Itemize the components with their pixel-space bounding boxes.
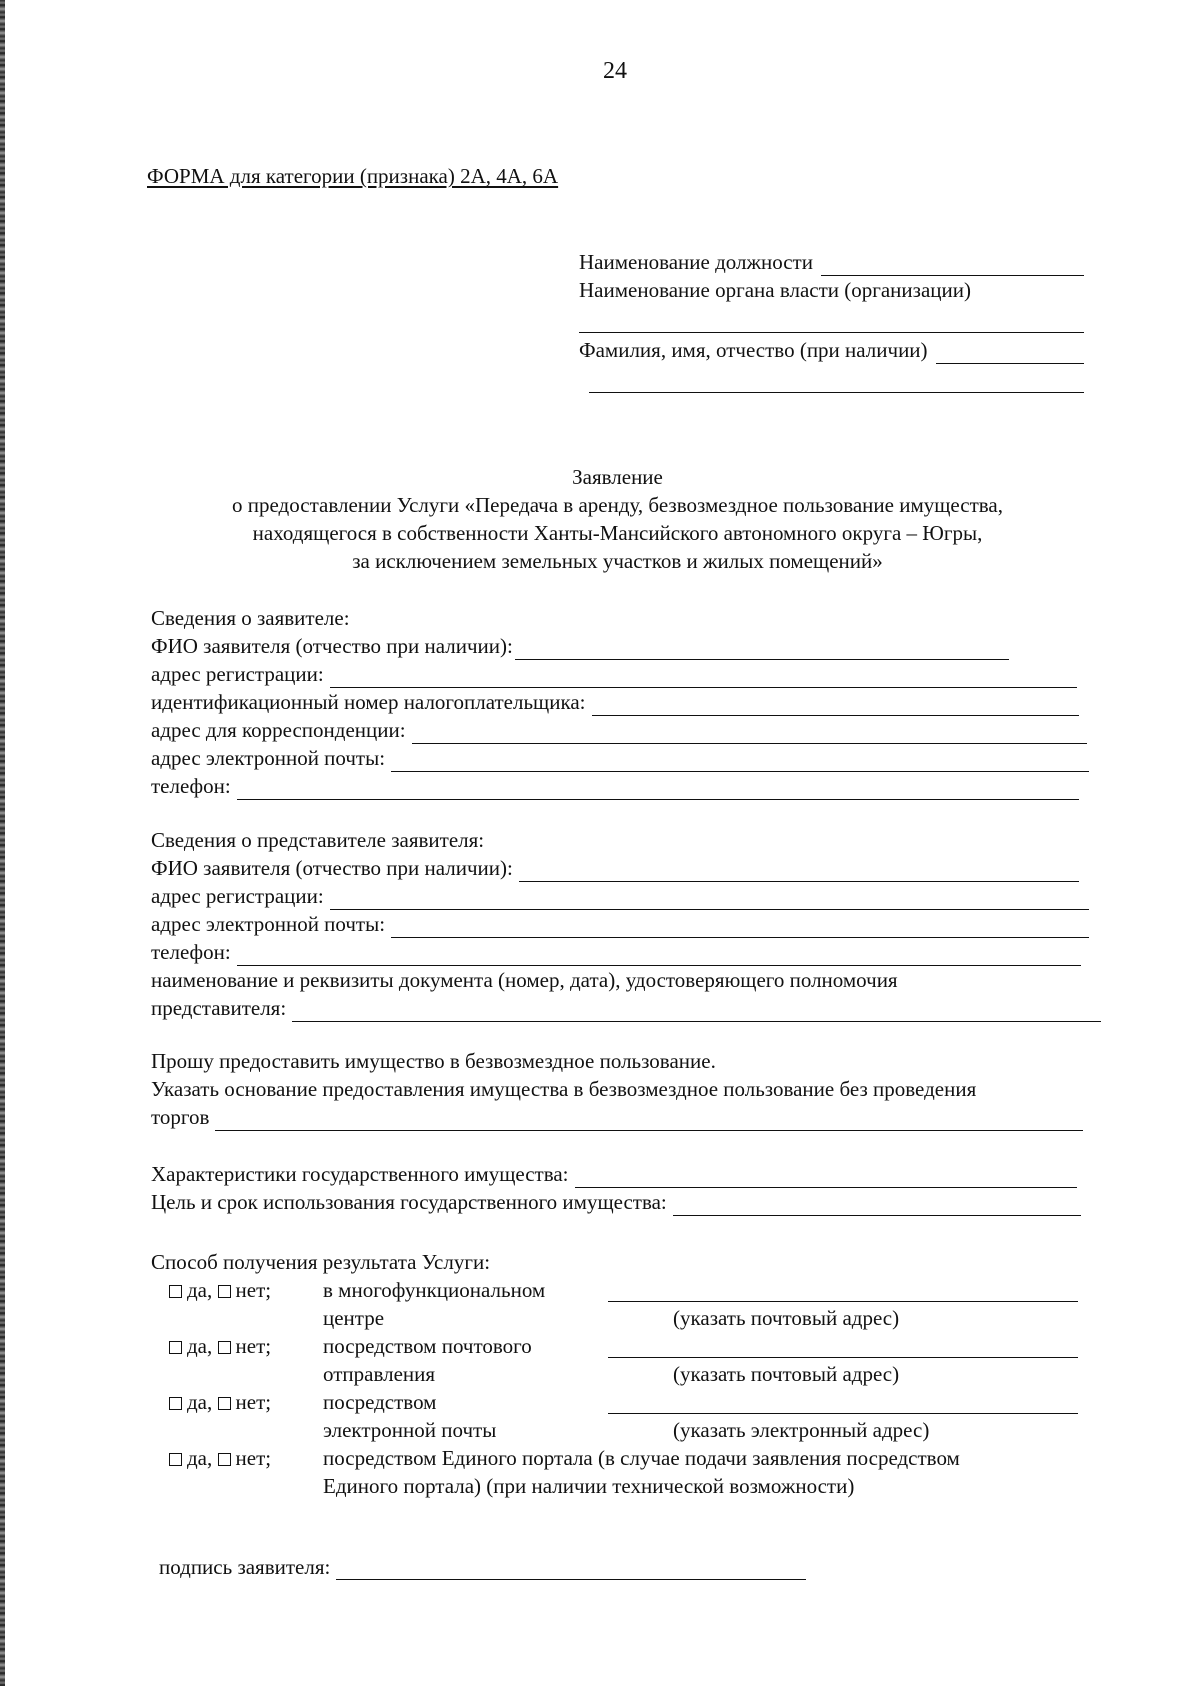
method-post-desc-1: посредством почтового bbox=[323, 1334, 532, 1358]
method-mfc-row bbox=[151, 1276, 1089, 1332]
method-mfc-desc-2: центре bbox=[323, 1306, 385, 1330]
applicant-reg-label: адрес регистрации: bbox=[151, 662, 324, 686]
representative-email-label: адрес электронной почты: bbox=[151, 912, 386, 936]
addressee-block bbox=[579, 248, 1084, 393]
no-label: нет; bbox=[235, 1278, 272, 1302]
applicant-section bbox=[151, 604, 1089, 800]
fio-label: Фамилия, имя, отчество (при наличии) bbox=[579, 338, 928, 362]
delivery-methods-section bbox=[151, 1248, 1089, 1500]
applicant-inn-field[interactable] bbox=[592, 695, 1079, 716]
method-post-row bbox=[151, 1332, 1089, 1388]
page-number: 24 bbox=[603, 58, 627, 84]
method-portal-row bbox=[151, 1444, 1089, 1500]
yes-label: да, bbox=[187, 1446, 213, 1470]
method-post-no-checkbox[interactable] bbox=[218, 1341, 231, 1354]
title-line-1: о предоставлении Услуги «Передача в аренду, безвозмездное пользование имущества, bbox=[232, 493, 1003, 517]
title-line-2: находящегося в собственности Ханты-Мансийского автономного округа – Югры, bbox=[252, 521, 983, 545]
method-portal-yes-checkbox[interactable] bbox=[169, 1453, 182, 1466]
no-label: нет; bbox=[235, 1390, 272, 1414]
applicant-reg-field[interactable] bbox=[330, 667, 1077, 688]
representative-fio-field[interactable] bbox=[519, 861, 1079, 882]
method-email-desc-2: электронной почты bbox=[323, 1418, 497, 1442]
signature-row bbox=[159, 1552, 806, 1580]
no-label: нет; bbox=[235, 1446, 272, 1470]
title-heading: Заявление bbox=[572, 465, 663, 489]
representative-doc-field[interactable] bbox=[292, 1001, 1101, 1022]
property-section bbox=[151, 1160, 1089, 1216]
method-email-no-checkbox[interactable] bbox=[218, 1397, 231, 1410]
request-section bbox=[151, 1047, 1089, 1131]
request-line-1: Прошу предоставить имущество в безвозмездное пользование. bbox=[151, 1049, 716, 1073]
methods-heading: Способ получения результата Услуги: bbox=[151, 1250, 491, 1274]
organ-field[interactable] bbox=[579, 304, 1084, 333]
method-portal-desc-2: Единого портала) (при наличии технической возможности) bbox=[323, 1474, 855, 1498]
method-post-desc-2: отправления bbox=[323, 1362, 436, 1386]
form-header: ФОРМА для категории (признака) 2А, 4А, 6А bbox=[147, 164, 559, 188]
application-title bbox=[150, 463, 1085, 575]
representative-doc-label: представителя: bbox=[151, 996, 287, 1020]
method-mfc-address-field[interactable] bbox=[608, 1301, 1078, 1302]
method-mfc-desc-1: в многофункциональном bbox=[323, 1278, 546, 1302]
representative-section bbox=[151, 826, 1089, 1022]
applicant-corr-label: адрес для корреспонденции: bbox=[151, 718, 406, 742]
yes-label: да, bbox=[187, 1278, 213, 1302]
fio-field-continued[interactable] bbox=[589, 364, 1084, 393]
fio-field[interactable] bbox=[936, 343, 1084, 364]
method-email-yes-checkbox[interactable] bbox=[169, 1397, 182, 1410]
method-post-address-field[interactable] bbox=[608, 1357, 1078, 1358]
method-mfc-no-checkbox[interactable] bbox=[218, 1285, 231, 1298]
fio-row bbox=[579, 336, 1084, 364]
organ-label: Наименование органа власти (организации) bbox=[579, 278, 971, 302]
scan-edge bbox=[0, 0, 5, 1686]
representative-fio-label: ФИО заявителя (отчество при наличии): bbox=[151, 856, 513, 880]
yes-label: да, bbox=[187, 1334, 213, 1358]
method-post-yes-checkbox[interactable] bbox=[169, 1341, 182, 1354]
representative-email-field[interactable] bbox=[391, 917, 1089, 938]
representative-phone-field[interactable] bbox=[237, 945, 1081, 966]
signature-field[interactable] bbox=[336, 1559, 806, 1580]
method-email-hint: (указать электронный адрес) bbox=[673, 1418, 930, 1442]
representative-reg-label: адрес регистрации: bbox=[151, 884, 324, 908]
method-email-address-field[interactable] bbox=[608, 1413, 1078, 1414]
applicant-fio-field[interactable] bbox=[515, 639, 1009, 660]
property-purpose-label: Цель и срок использования государственного имущества: bbox=[151, 1190, 667, 1214]
applicant-inn-label: идентификационный номер налогоплательщика: bbox=[151, 690, 586, 714]
request-line-3: торгов bbox=[151, 1105, 210, 1129]
yes-label: да, bbox=[187, 1390, 213, 1414]
position-label: Наименование должности bbox=[579, 250, 813, 274]
applicant-corr-field[interactable] bbox=[412, 723, 1087, 744]
request-line-2: Указать основание предоставления имущества в безвозмездное пользование без проведения bbox=[151, 1077, 977, 1101]
method-mfc-hint: (указать почтовый адрес) bbox=[673, 1306, 900, 1330]
representative-reg-field[interactable] bbox=[330, 889, 1089, 910]
title-line-3: за исключением земельных участков и жилых помещений» bbox=[352, 549, 883, 573]
applicant-phone-field[interactable] bbox=[237, 779, 1079, 800]
method-email-desc-1: посредством bbox=[323, 1390, 437, 1414]
method-portal-desc-1: посредством Единого портала (в случае подачи заявления посредством bbox=[323, 1446, 960, 1470]
request-basis-field[interactable] bbox=[215, 1110, 1083, 1131]
position-row bbox=[579, 248, 1084, 276]
applicant-phone-label: телефон: bbox=[151, 774, 231, 798]
representative-doc-line-1: наименование и реквизиты документа (номер, дата), удостоверяющего полномочия bbox=[151, 968, 898, 992]
property-purpose-field[interactable] bbox=[673, 1195, 1081, 1216]
applicant-heading: Сведения о заявителе: bbox=[151, 606, 350, 630]
representative-heading: Сведения о представителе заявителя: bbox=[151, 828, 485, 852]
property-characteristics-field[interactable] bbox=[575, 1167, 1078, 1188]
organ-row bbox=[579, 276, 1084, 304]
applicant-email-field[interactable] bbox=[391, 751, 1089, 772]
property-characteristics-label: Характеристики государственного имущества: bbox=[151, 1162, 569, 1186]
position-field[interactable] bbox=[821, 255, 1084, 276]
representative-phone-label: телефон: bbox=[151, 940, 231, 964]
method-mfc-yes-checkbox[interactable] bbox=[169, 1285, 182, 1298]
signature-label: подпись заявителя: bbox=[159, 1555, 331, 1579]
applicant-fio-label: ФИО заявителя (отчество при наличии): bbox=[151, 634, 513, 658]
method-post-hint: (указать почтовый адрес) bbox=[673, 1362, 900, 1386]
method-portal-no-checkbox[interactable] bbox=[218, 1453, 231, 1466]
no-label: нет; bbox=[235, 1334, 272, 1358]
method-email-row bbox=[151, 1388, 1089, 1444]
applicant-email-label: адрес электронной почты: bbox=[151, 746, 386, 770]
